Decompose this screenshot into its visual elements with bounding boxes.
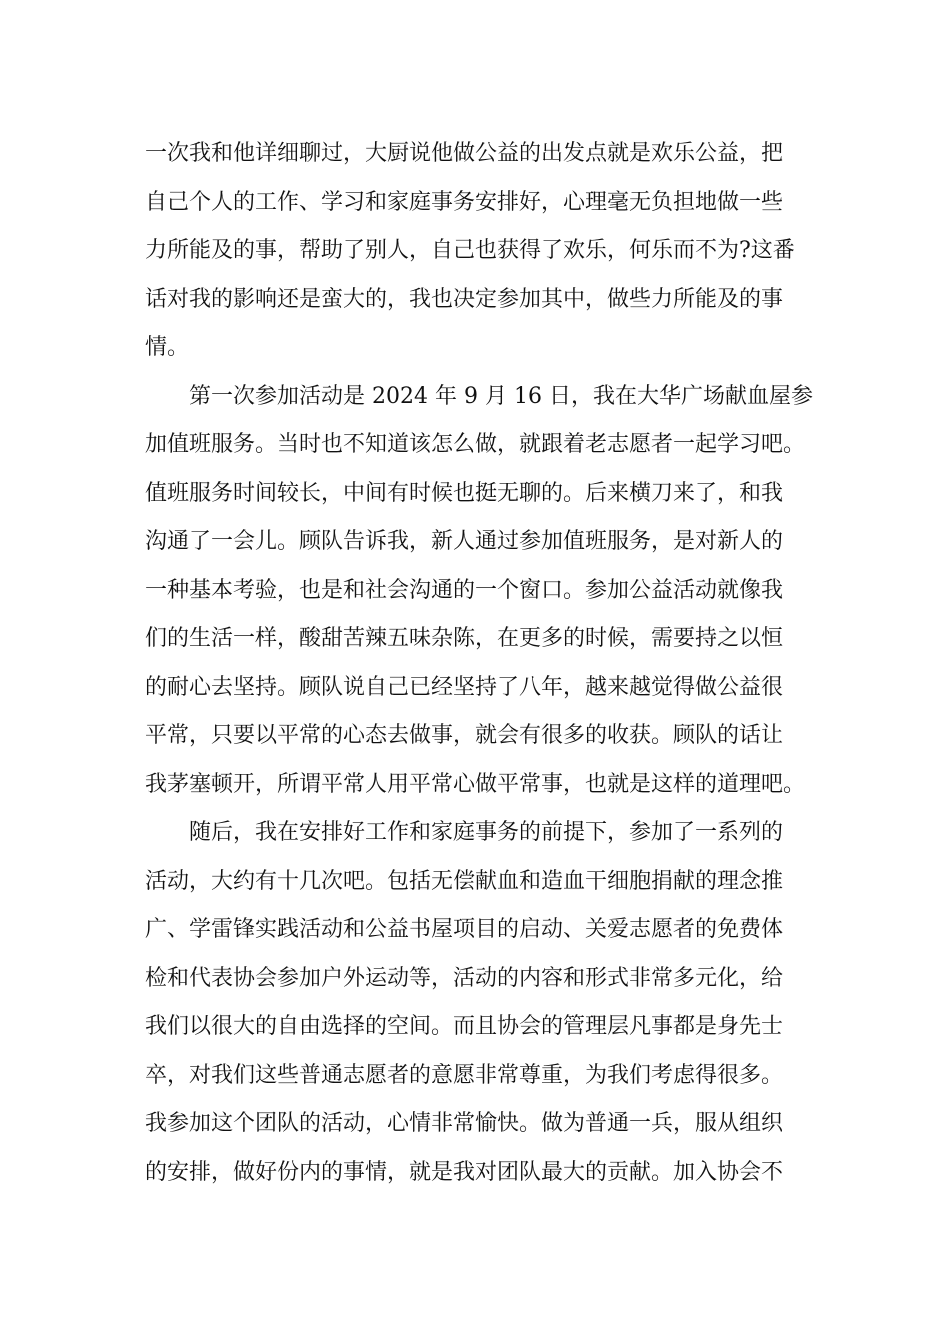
paragraph-line: 活动，大约有十几次吧。包括无偿献血和造血干细胞捐献的理念推 [145, 868, 784, 894]
paragraph-line: 话对我的影响还是蛮大的，我也决定参加其中，做些力所能及的事 [145, 286, 784, 312]
paragraph-line: 自己个人的工作、学习和家庭事务安排好，心理毫无负担地做一些 [145, 189, 784, 215]
document-body [145, 130, 813, 1197]
paragraph-line: 我茅塞顿开，所谓平常人用平常心做平常事，也就是这样的道理吧。 [145, 771, 806, 797]
paragraph-first-line: 第一次参加活动是 2024 年 9 月 16 日，我在大华广场献血屋参 [189, 383, 813, 409]
paragraph-line: 卒，对我们这些普通志愿者的意愿非常尊重，为我们考虑得很多。 [145, 1062, 784, 1088]
paragraph-line: 一种基本考验，也是和社会沟通的一个窗口。参加公益活动就像我 [145, 577, 784, 603]
paragraph-line: 力所能及的事，帮助了别人，自己也获得了欢乐，何乐而不为?这番 [145, 238, 795, 263]
paragraph-first-line: 随后，我在安排好工作和家庭事务的前提下，参加了一系列的 [189, 820, 784, 845]
paragraph-line: 平常，只要以平常的心态去做事，就会有很多的收获。顾队的话让 [145, 723, 784, 748]
paragraph-line: 的耐心去坚持。顾队说自己已经坚持了八年，越来越觉得做公益很 [145, 674, 784, 700]
paragraph-line: 广、学雷锋实践活动和公益书屋项目的启动、关爱志愿者的免费体 [145, 917, 784, 942]
paragraph-line: 加值班服务。当时也不知道该怎么做，就跟着老志愿者一起学习吧。 [145, 432, 806, 457]
paragraph-line: 沟通了一会儿。顾队告诉我，新人通过参加值班服务，是对新人的 [145, 529, 784, 554]
paragraph-line: 我参加这个团队的活动，心情非常愉快。做为普通一兵，服从组织 [145, 1111, 784, 1136]
paragraph-line: 们的生活一样，酸甜苦辣五味杂陈，在更多的时候，需要持之以恒 [145, 626, 784, 651]
paragraph-line: 值班服务时间较长，中间有时候也挺无聊的。后来横刀来了，和我 [145, 480, 784, 506]
paragraph-line: 我们以很大的自由选择的空间。而且协会的管理层凡事都是身先士 [145, 1014, 784, 1039]
paragraph-line: 的安排，做好份内的事情，就是我对团队最大的贡献。加入协会不 [145, 1159, 784, 1185]
paragraph-line: 检和代表协会参加户外运动等，活动的内容和形式非常多元化，给 [145, 965, 784, 991]
paragraph-line: 一次我和他详细聊过，大厨说他做公益的出发点就是欢乐公益，把 [145, 141, 784, 166]
paragraph-line: 情。 [145, 335, 190, 360]
